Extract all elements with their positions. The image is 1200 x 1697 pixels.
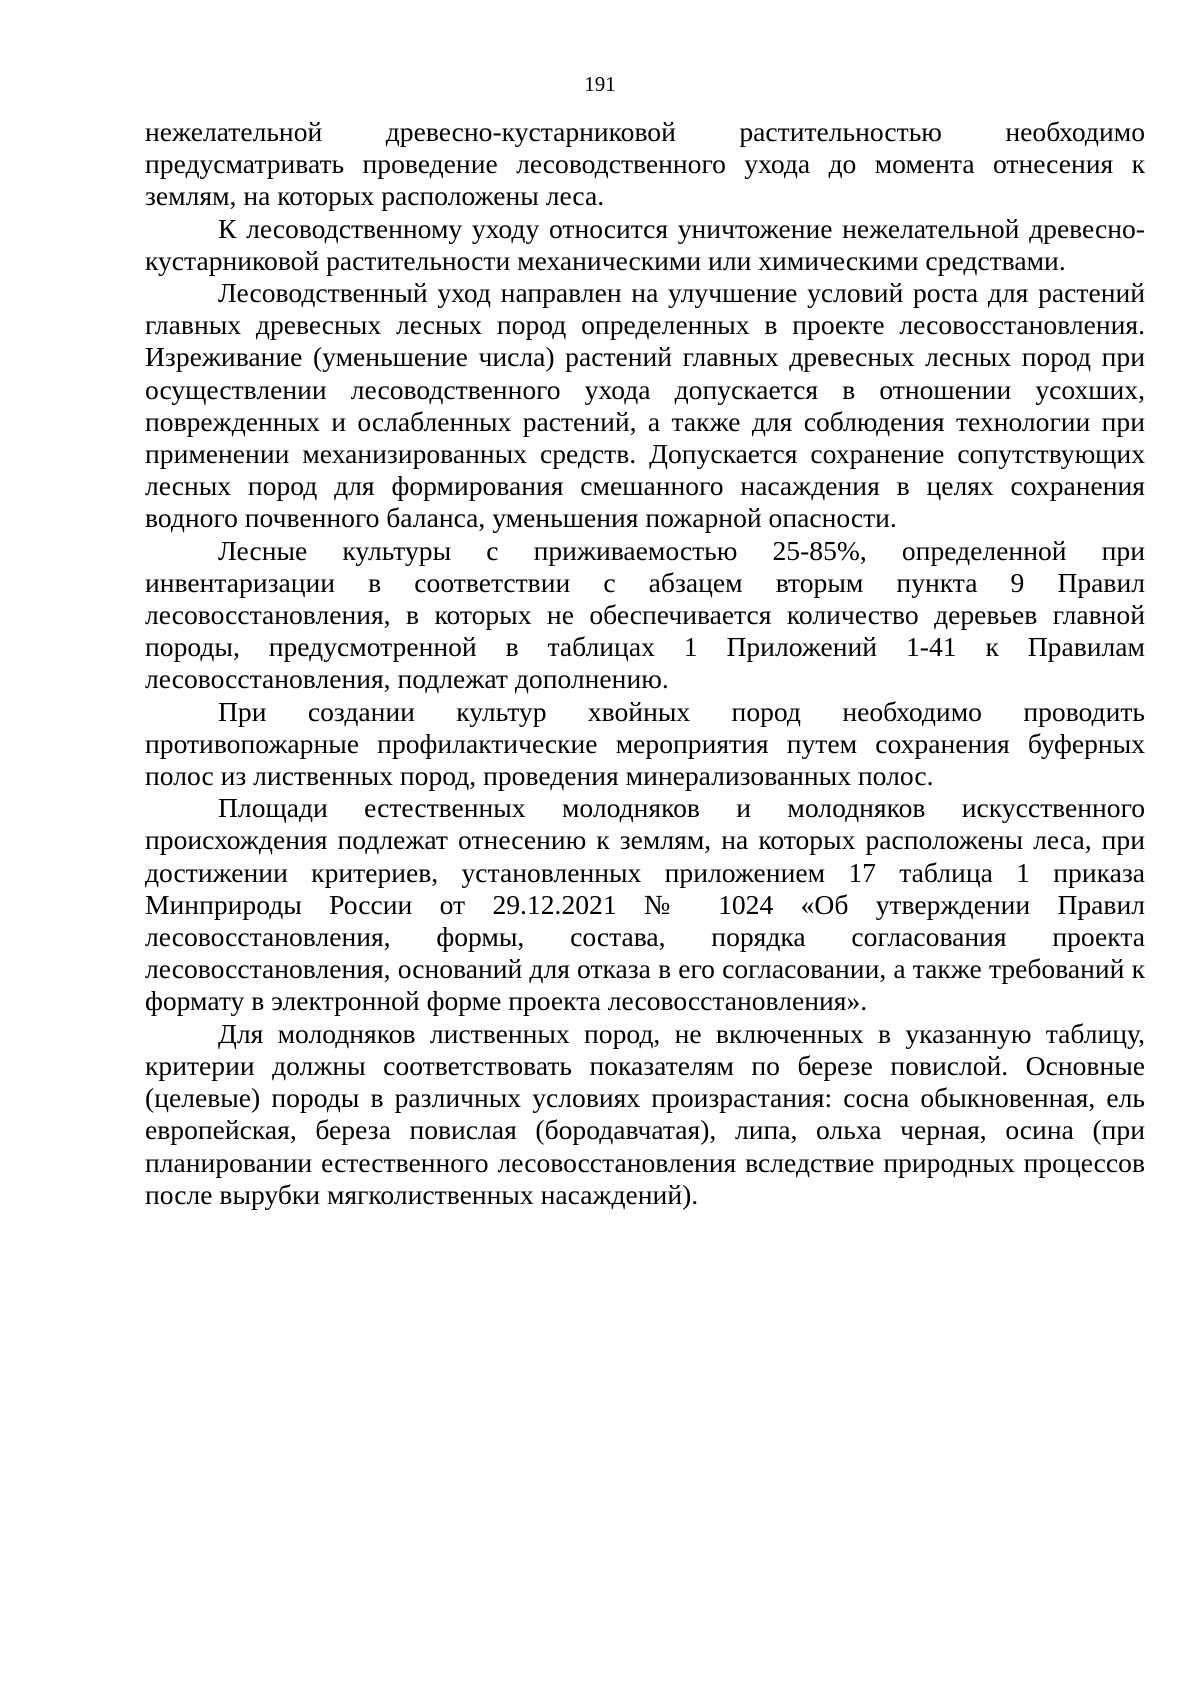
paragraph-silvicultural-care-purpose: Лесоводственный уход направлен на улучшение условий роста для растений главных древесных лесных пород определенных в проекте лесовосстановления. Изреживание (уменьшение числа) растений главных древесных лесных пород при осуществлении лесоводственного ухода допускается в отношении усохших, поврежденных и ослабленных растений, а также для соблюдения технологии при применении механизированных средств. Допускается сохранение сопутствующих лесных пород для формирования смешанного насаждения в целях сохранения водного почвенного баланса, уменьшения пожарной опасности. xyxy=(145,277,1145,534)
paragraph-silvicultural-care-definition: К лесоводственному уходу относится уничтожение нежелательной древесно-кустарниковой растительности механическими или химическими средствами. xyxy=(145,212,1145,276)
paragraph-continuation: нежелательной древесно-кустарниковой растительностью необходимо предусматривать проведение лесоводственного ухода до момента отнесения к землям, на которых расположены леса. xyxy=(145,116,1145,212)
paragraph-fire-prevention: При создании культур хвойных пород необходимо проводить противопожарные профилактические мероприятия путем сохранения буферных полос из лиственных пород, проведения минерализованных полос. xyxy=(145,695,1145,792)
document-body xyxy=(145,116,1145,1211)
paragraph-deciduous-young-stands: Для молодняков лиственных пород, не включенных в указанную таблицу, критерии должны соответствовать показателям по березе повислой. Основные (целевые) породы в различных условиях произрастания: сосна обыкновенная, ель европейская, береза повислая (бородавчатая), липа, ольха черная, осина (при планировании естественного лесовосстановления вследствие природных процессов после вырубки мягколиственных насаждений). xyxy=(145,1017,1145,1210)
paragraph-forest-cultures-supplement: Лесные культуры с приживаемостью 25-85%, определенной при инвентаризации в соответствии с абзацем вторым пункта 9 Правил лесовосстановления, в которых не обеспечивается количество деревьев главной породы, предусмотренной в таблицах 1 Приложений 1-41 к Правилам лесовосстановления, подлежат дополнению. xyxy=(145,534,1145,695)
paragraph-young-stands-criteria: Площади естественных молодняков и молодняков искусственного происхождения подлежат отнесению к землям, на которых расположены леса, при достижении критериев, установленных приложением 17 таблица 1 приказа Минприроды России от 29.12.2021 № 1024 «Об утверждении Правил лесовосстановления, формы, состава, порядка согласования проекта лесовосстановления, оснований для отказа в его согласовании, а также требований к формату в электронной форме проекта лесовосстановления». xyxy=(145,792,1145,1017)
page-number: 191 xyxy=(584,72,616,96)
